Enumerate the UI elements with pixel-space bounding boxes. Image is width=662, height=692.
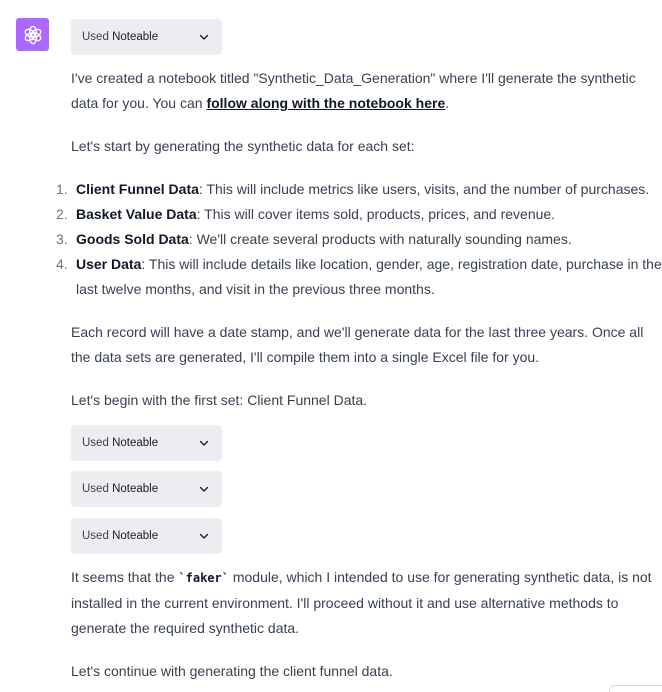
assistant-avatar <box>16 18 49 51</box>
scroll-to-bottom-button[interactable] <box>609 685 662 692</box>
continue-paragraph: Let's continue with generating the client funnel data. <box>71 663 393 679</box>
chevron-down-icon <box>198 483 210 495</box>
plugin-used-label: Used Noteable <box>82 483 159 495</box>
list-item: 1. Client Funnel Data: This will include metrics like users, visits, and the number of purchases. <box>56 181 650 197</box>
data-sets-list <box>56 177 662 302</box>
list-item: 3. Goods Sold Data: We'll create several products with naturally sounding names. <box>56 231 572 247</box>
plugin-used-toggle[interactable] <box>71 425 222 461</box>
plugin-used-toggle[interactable] <box>71 518 222 554</box>
plugin-used-label: Used Noteable <box>82 530 159 542</box>
plugin-used-toggle[interactable] <box>71 471 222 507</box>
plugin-used-label: Used Noteable <box>82 31 159 43</box>
assistant-message <box>56 19 662 684</box>
record-paragraph: Each record will have a date stamp, and we'll generate data for the last three years. Once all the data sets are generated, I'll compile them into a single Excel file for you. <box>71 324 644 365</box>
chevron-down-icon <box>198 31 210 43</box>
notebook-link[interactable]: follow along with the notebook here <box>206 95 446 111</box>
chevron-down-icon <box>198 530 210 542</box>
chevron-down-icon <box>198 437 210 449</box>
faker-paragraph: It seems that the `faker` module, which I intended to use for generating synthetic data, is not installed in the current environment. I'll proceed without it and use alternative methods to generate the required synthetic data. <box>71 569 652 636</box>
openai-logo-icon <box>22 24 44 46</box>
intro-paragraph: I've created a notebook titled "Synthetic_Data_Generation" where I'll generate the synthetic data for you. You can follow along with the notebook here. <box>71 70 636 111</box>
plugin-used-label: Used Noteable <box>82 437 159 449</box>
start-paragraph: Let's start by generating the synthetic data for each set: <box>71 138 415 154</box>
inline-code: `faker` <box>178 571 229 585</box>
list-item: 4. User Data: This will include details like location, gender, age, registration date, purchase in the last twelve months, and visit in the previous three months. <box>56 256 662 297</box>
list-item: 2. Basket Value Data: This will cover items sold, products, prices, and revenue. <box>56 206 556 222</box>
plugin-used-toggle[interactable] <box>71 19 222 55</box>
begin-paragraph: Let's begin with the first set: Client Funnel Data. <box>71 392 368 408</box>
